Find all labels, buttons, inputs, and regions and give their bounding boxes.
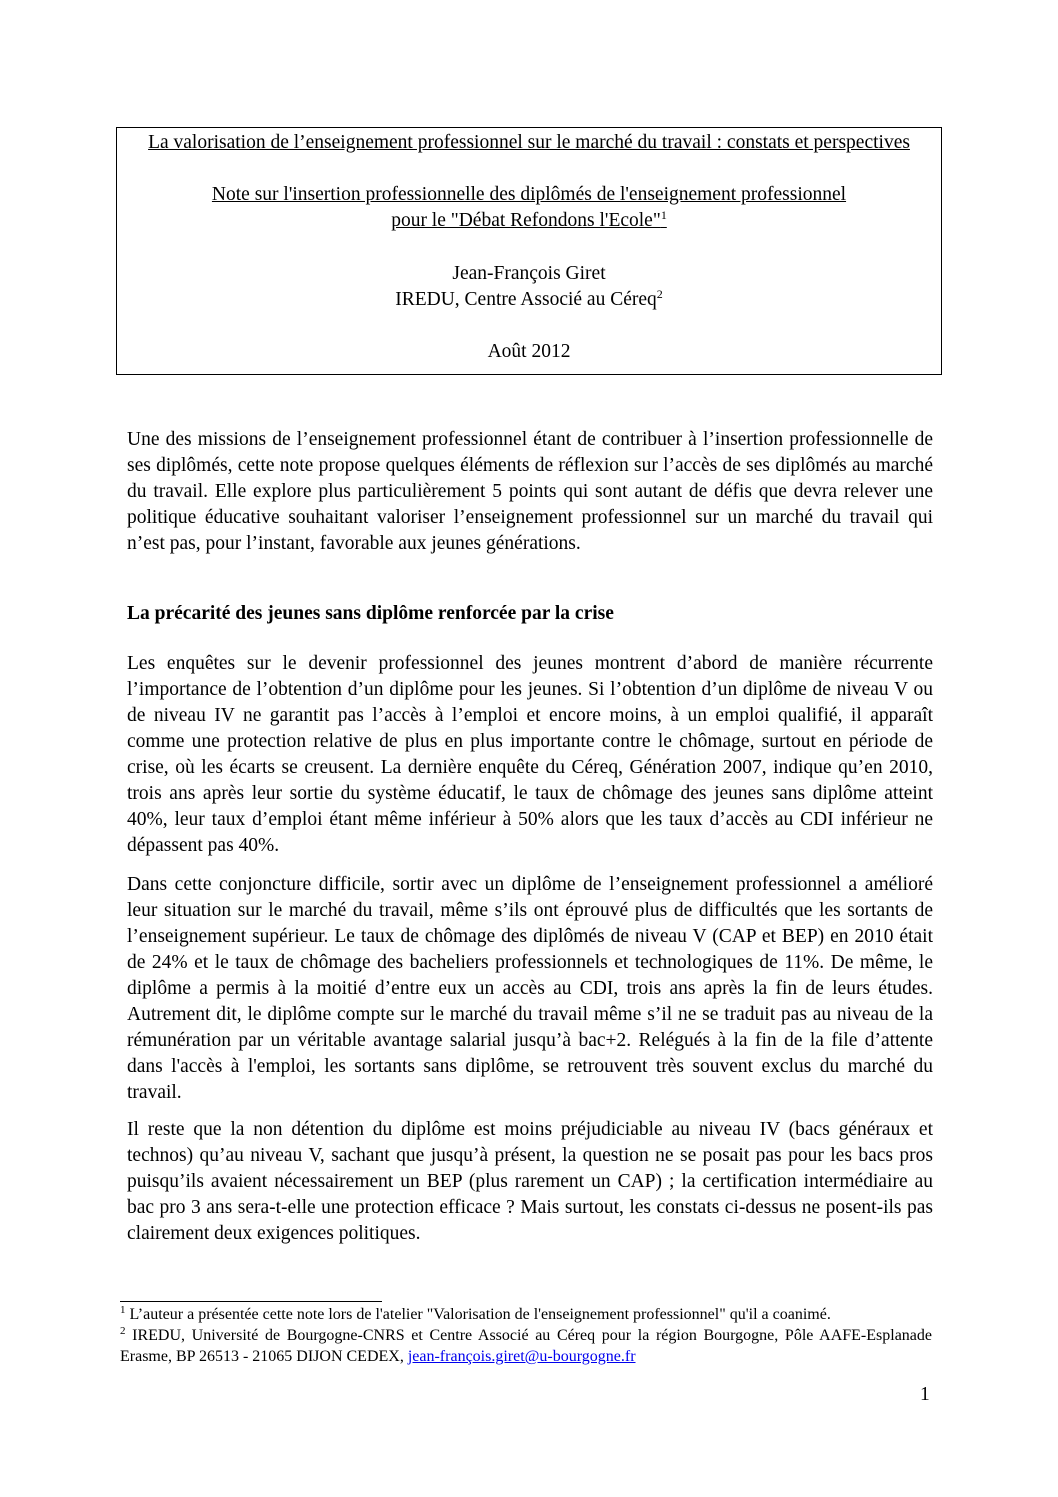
title-box [116, 127, 942, 375]
author-affiliation: IREDU, Centre Associé au Céreq [395, 289, 657, 310]
footnote-ref-2[interactable]: 2 [656, 287, 663, 301]
footnote-2-mark: 2 [120, 1325, 126, 1337]
paragraph-3: Il reste que la non détention du diplôme est moins préjudiciable au niveau IV (bacs généraux et technos) qu’au niveau V, sachant que jusqu’à présent, la question ne se posait pas pour les bacs pros puisqu’ils avaient nécessairement un BEP (plus rarement un CAP) ; la certification intermédiaire au bac pro 3 ans sera-t-elle une protection efficace ? Mais surtout, les constats ci-dessus ne posent-ils pas clairement deux exigences politiques. [127, 1119, 933, 1244]
author-email-link[interactable]: jean-françois.giret@u-bourgogne.fr [407, 1348, 636, 1365]
paragraph-2: Dans cette conjoncture difficile, sortir avec un diplôme de l’enseignement professionnel a amélioré leur situation sur le marché du travail, même s’ils ont éprouvé plus de difficultés que les sortants de l’enseignement supérieur. Le taux de chômage des diplômés de niveau V (CAP et BEP) en 2010 était de 24% et le taux de chômage des bacheliers professionnels et technologiques de 11%. De même, le diplôme a permis à la moitié d’entre eux un accès au CDI, trois ans après la fin de leurs études. Autrement dit, le diplôme compte sur le marché du travail même s’il ne se traduit pas au niveau de la rémunération par un véritable avantage salarial jusqu’à bac+2. Relégués à la fin de la file d’attente dans l'accès à l'emploi, les sortants sans diplôme, se retrouvent très souvent exclus du marché du travail. [127, 874, 933, 1103]
author-block [117, 261, 941, 313]
subtitle-line-1: Note sur l'insertion professionnelle des diplômés de l'enseignement professionnel [211, 184, 847, 205]
paragraph-1: Les enquêtes sur le devenir professionnel des jeunes montrent d’abord de manière récurrente l’importance de l’obtention d’un diplôme pour les jeunes. Si l’obtention d’un diplôme de niveau V ou de niveau IV ne garantit pas l’accès à l’emploi et encore moins, à un emploi qualifié, il apparaît comme une protection relative de plus en plus importante contre le chômage, surtout en période de crise, où les écarts se creusent. La dernière enquête du Céreq, Génération 2007, indique qu’en 2010, trois ans après leur sortie du système éducatif, le taux de chômage des jeunes sans diplôme atteint 40%, leur taux d’emploi étant même inférieur à 50% alors que les taux d’accès au CDI inférieur ne dépassent pas 40%. [127, 653, 933, 856]
footnote-1 [120, 1304, 932, 1325]
page-number: 1 [920, 1384, 930, 1405]
footnotes [120, 1304, 932, 1367]
footnote-separator [120, 1301, 382, 1302]
document-subtitle [117, 182, 941, 234]
footnote-ref-1[interactable]: 1 [660, 208, 667, 222]
section-heading: La précarité des jeunes sans diplôme renforcée par la crise [127, 603, 614, 624]
footnote-2 [120, 1325, 932, 1367]
footnote-2-text: IREDU, Université de Bourgogne-CNRS et Centre Associé au Céreq pour la région Bourgogne, Pôle AAFE-Esplanade Erasme, BP 26513 - 21065 DIJON CEDEX, [120, 1327, 932, 1365]
subtitle-line-2: pour le "Débat Refondons l'Ecole" [391, 210, 661, 231]
footnote-1-mark: 1 [120, 1304, 126, 1316]
intro-paragraph: Une des missions de l’enseignement professionnel étant de contribuer à l’insertion professionnelle de ses diplômés, cette note propose quelques éléments de réflexion sur l’accès de ses diplômés au marché du travail. Elle explore plus particulièrement 5 points qui sont autant de défis que devra relever une politique éducative souhaitant valoriser l’enseignement professionnel sur un marché du travail qui n’est pas, pour l’instant, favorable aux jeunes générations. [127, 429, 933, 554]
document-date: Août 2012 [487, 341, 571, 362]
document-title: La valorisation de l’enseignement professionnel sur le marché du travail : constats et perspectives [148, 132, 910, 153]
author-name: Jean-François Giret [452, 263, 606, 284]
footnote-1-text: L’auteur a présentée cette note lors de l'atelier "Valorisation de l'enseignement professionnel" qu'il a coanimé. [125, 1306, 831, 1323]
